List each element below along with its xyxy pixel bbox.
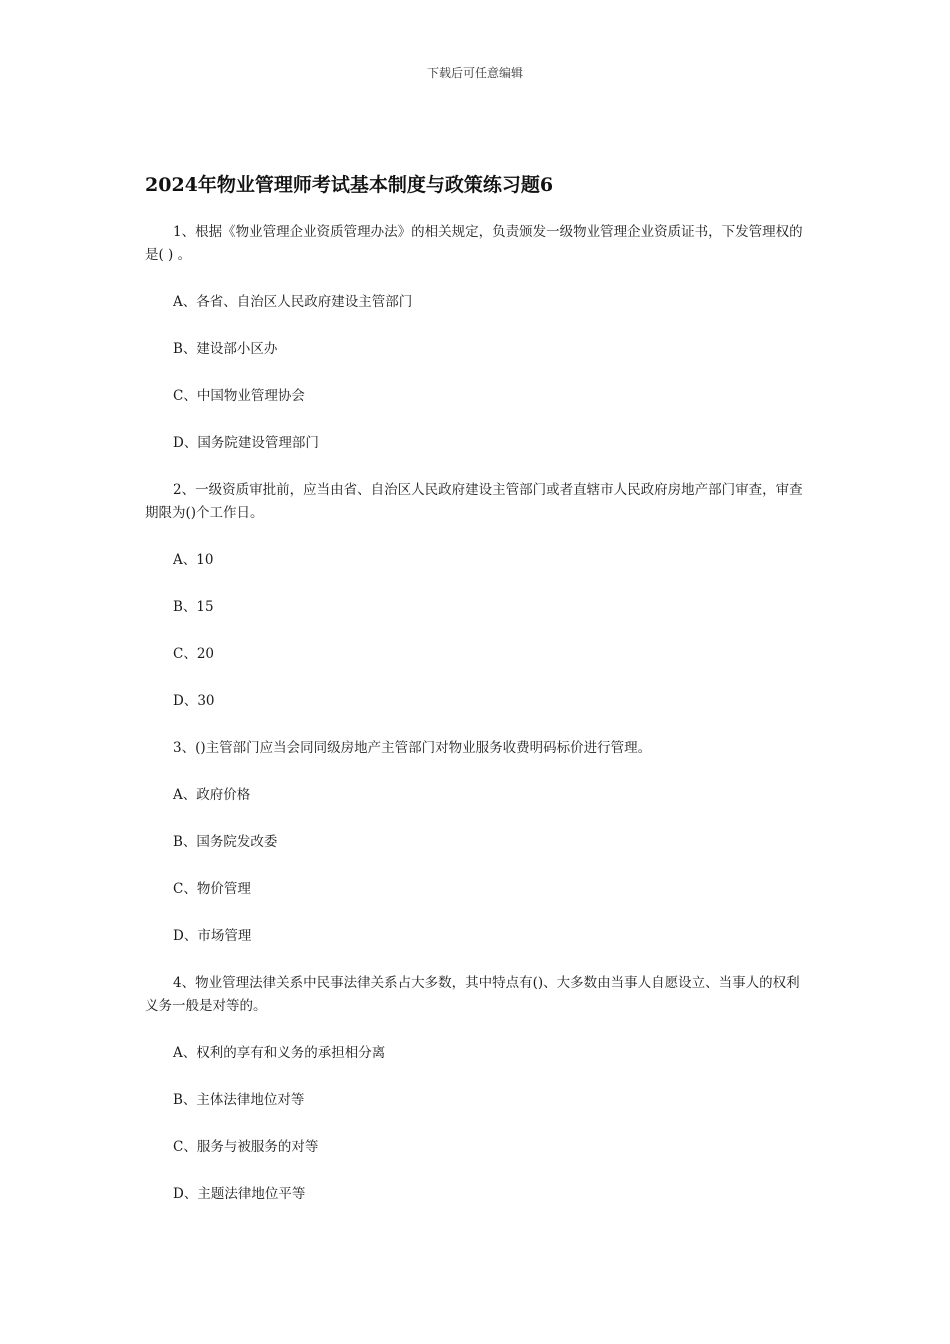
question-1: 1、根据《物业管理企业资质管理办法》的相关规定，负责颁发一级物业管理企业资质证书，下发管理权的是( ) 。 <box>145 224 803 263</box>
question-3: 3、()主管部门应当会同同级房地产主管部门对物业服务收费明码标价进行管理。 <box>173 740 652 756</box>
question-1-option-d: D、国务院建设管理部门 <box>173 435 319 451</box>
question-2: 2、一级资质审批前，应当由省、自治区人民政府建设主管部门或者直辖市人民政府房地产部门审查，审查期限为()个工作日。 <box>145 482 803 521</box>
question-3-option-b: B、国务院发改委 <box>173 834 278 850</box>
question-2-option-c: C、20 <box>173 646 215 662</box>
question-4-option-c: C、服务与被服务的对等 <box>173 1139 319 1155</box>
question-4-option-a: A、权利的享有和义务的承担相分离 <box>173 1045 386 1061</box>
question-1-option-b: B、建设部小区办 <box>173 341 278 357</box>
question-3-option-d: D、市场管理 <box>173 928 252 944</box>
question-3-option-c: C、物价管理 <box>173 881 251 897</box>
question-1-option-a: A、各省、自治区人民政府建设主管部门 <box>173 294 413 310</box>
question-3-option-a: A、政府价格 <box>173 787 251 803</box>
question-2-option-a: A、10 <box>173 552 214 568</box>
question-1-option-c: C、中国物业管理协会 <box>173 388 305 404</box>
question-4-option-b: B、主体法律地位对等 <box>173 1092 305 1108</box>
question-2-option-b: B、15 <box>173 599 214 615</box>
page-header-note: 下载后可任意编辑 <box>426 66 523 80</box>
question-2-option-d: D、30 <box>173 693 215 709</box>
question-list <box>145 221 810 1206</box>
document-title: 2024年物业管理师考试基本制度与政策练习题6 <box>145 174 554 196</box>
question-4: 4、物业管理法律关系中民事法律关系占大多数，其中特点有()、大多数由当事人自愿设立、当事人的权利义务一般是对等的。 <box>145 975 800 1014</box>
question-4-option-d: D、主题法律地位平等 <box>173 1186 306 1202</box>
